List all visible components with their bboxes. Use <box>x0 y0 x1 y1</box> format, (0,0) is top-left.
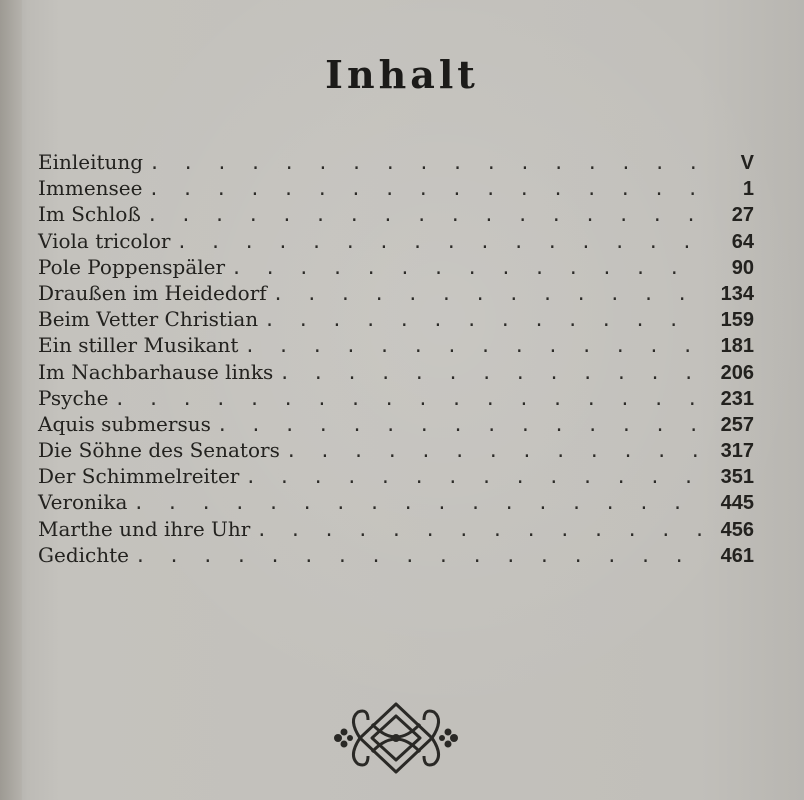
toc-entry-title: Pole Poppenspäler <box>38 254 226 279</box>
dot-leader <box>279 361 702 387</box>
toc-entry-page-number: 317 <box>720 440 754 463</box>
toc-entry-title: Aquis submersus <box>38 411 211 436</box>
toc-entry-page-number: 461 <box>720 544 754 567</box>
toc-entry <box>38 280 754 306</box>
dot-leader <box>256 518 702 544</box>
toc-entry-title: Im Schloß <box>38 202 141 227</box>
table-of-contents <box>38 149 754 568</box>
toc-entry <box>38 463 754 489</box>
toc-entry-page-number: 27 <box>731 204 754 227</box>
toc-entry <box>38 516 754 542</box>
toc-entry-page-number: V <box>740 152 754 174</box>
toc-entry-page-number: 134 <box>720 282 754 305</box>
toc-entry-title: Im Nachbarhause links <box>38 359 274 384</box>
toc-entry <box>38 332 754 358</box>
toc-entry-page-number: 181 <box>720 335 754 358</box>
dot-leader <box>133 491 702 517</box>
toc-entry-title: Die Söhne des Senators <box>38 438 280 463</box>
toc-entry <box>38 306 754 332</box>
toc-entry <box>38 542 754 568</box>
toc-entry-title: Marthe und ihre Uhr <box>38 516 251 541</box>
dot-leader <box>244 334 702 360</box>
toc-entry-title: Ein stiller Musikant <box>38 333 239 358</box>
toc-entry <box>38 359 754 385</box>
toc-entry <box>38 385 754 411</box>
toc-entry-page-number: 90 <box>731 256 754 279</box>
dot-leader <box>245 465 702 491</box>
page-title: Inhalt <box>325 52 479 97</box>
toc-entry-title: Einleitung <box>38 150 144 174</box>
toc-entry-page-number: 257 <box>720 413 754 436</box>
dot-leader <box>286 439 702 465</box>
toc-entry-title: Psyche <box>38 385 109 410</box>
toc-entry-page-number: 1 <box>742 178 754 201</box>
dot-leader <box>264 308 702 334</box>
dot-leader <box>231 256 702 282</box>
dot-leader <box>149 151 702 177</box>
toc-entry <box>38 201 754 227</box>
toc-entry <box>38 175 754 201</box>
toc-entry-title: Immensee <box>38 176 143 201</box>
page-spine-edge <box>0 0 22 800</box>
dot-leader <box>135 544 702 570</box>
toc-entry <box>38 437 754 463</box>
dot-leader <box>273 282 702 308</box>
toc-entry-title: Gedichte <box>38 542 129 567</box>
toc-entry-page-number: 456 <box>720 518 754 541</box>
toc-entry-title: Viola tricolor <box>38 228 171 253</box>
toc-entry-title: Der Schimmelreiter <box>38 464 240 489</box>
toc-entry <box>38 489 754 515</box>
toc-entry-title: Draußen im Heidedorf <box>38 280 267 305</box>
toc-entry-page-number: 206 <box>720 361 754 384</box>
toc-entry <box>38 149 754 175</box>
toc-entry-title: Beim Vetter Christian <box>38 307 259 332</box>
dot-leader <box>148 177 702 203</box>
toc-entry-page-number: 64 <box>731 230 754 253</box>
toc-entry <box>38 228 754 254</box>
dot-leader <box>147 203 702 229</box>
toc-entry <box>38 411 754 437</box>
toc-entry-page-number: 351 <box>720 466 754 489</box>
toc-entry-page-number: 231 <box>720 387 754 410</box>
toc-entry-page-number: 159 <box>720 309 754 332</box>
dot-leader <box>176 230 702 256</box>
dot-leader <box>114 387 702 413</box>
toc-entry-page-number: 445 <box>720 492 754 515</box>
dot-leader <box>217 413 702 439</box>
floral-knot-ornament-icon <box>328 698 464 778</box>
toc-entry-title: Veronika <box>38 490 128 515</box>
toc-entry <box>38 254 754 280</box>
